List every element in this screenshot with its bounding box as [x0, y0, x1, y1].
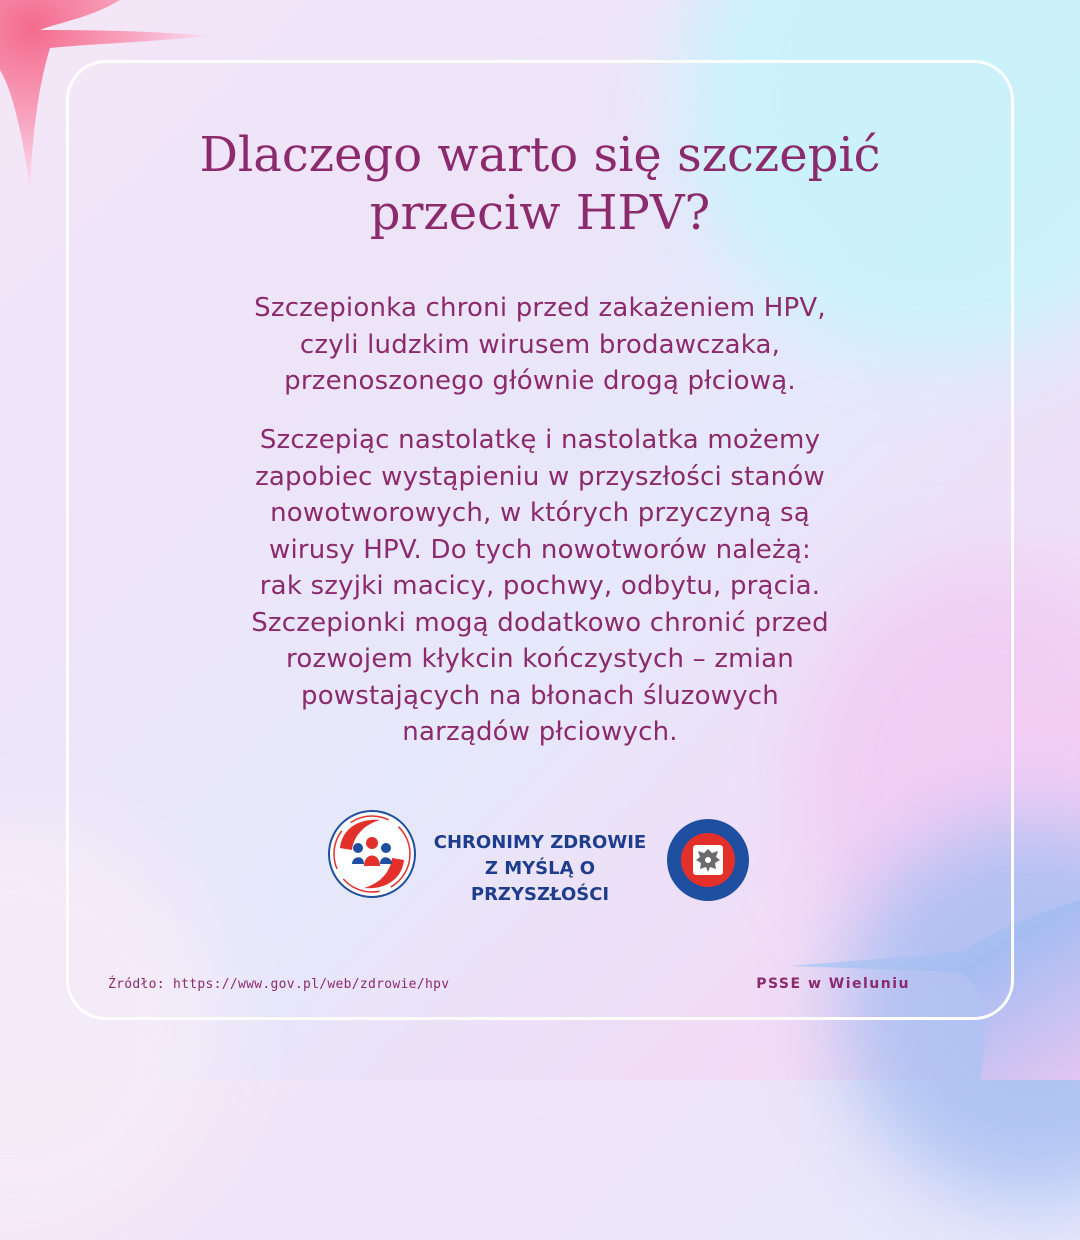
text-line: czyli ludzkim wirusem brodawczaka, [299, 329, 781, 360]
page-title [0, 126, 1080, 242]
slogan [424, 830, 656, 908]
sanitary-inspection-emblem-icon [666, 818, 750, 902]
slogan-line: CHRONIMY ZDROWIE [433, 832, 647, 853]
slogan-line: Z MYŚLĄ O PRZYSZŁOŚCI [470, 858, 610, 905]
text-line: przenoszonego głównie drogą płciową. [284, 366, 796, 396]
text-line: wirusy HPV. Do tych nowotworów należą: [269, 534, 811, 565]
text-line: Szczepiąc nastolatkę i nastolatka możemy [259, 425, 821, 455]
title-line: przeciw HPV? [369, 185, 711, 241]
text-line: Szczepionka chroni przed zakażeniem HPV, [254, 293, 826, 323]
family-hands-logo-icon [326, 808, 418, 900]
organization-name: PSSE w Wieluniu [756, 976, 910, 992]
text-line: nowotworowych, w których przyczyną są [270, 498, 810, 528]
text-line: powstających na błonach śluzowych [301, 680, 779, 711]
text-line: narządów płciowych. [402, 717, 678, 747]
source-note: Źródło: https://www.gov.pl/web/zdrowie/hpv [108, 977, 450, 992]
title-line: Dlaczego warto się szczepić [199, 127, 881, 183]
paragraph-vaccine-protection [150, 290, 930, 400]
text-line: rak szyjki macicy, pochwy, odbytu, prącia. [259, 571, 821, 601]
text-line: rozwojem kłykcin kończystych – zmian [286, 644, 794, 674]
text-line: Szczepionki mogą dodatkowo chronić przed [251, 607, 829, 638]
paragraph-cancer-prevention [150, 422, 930, 751]
text-line: zapobiec wystąpieniu w przyszłości stanów [255, 461, 825, 492]
